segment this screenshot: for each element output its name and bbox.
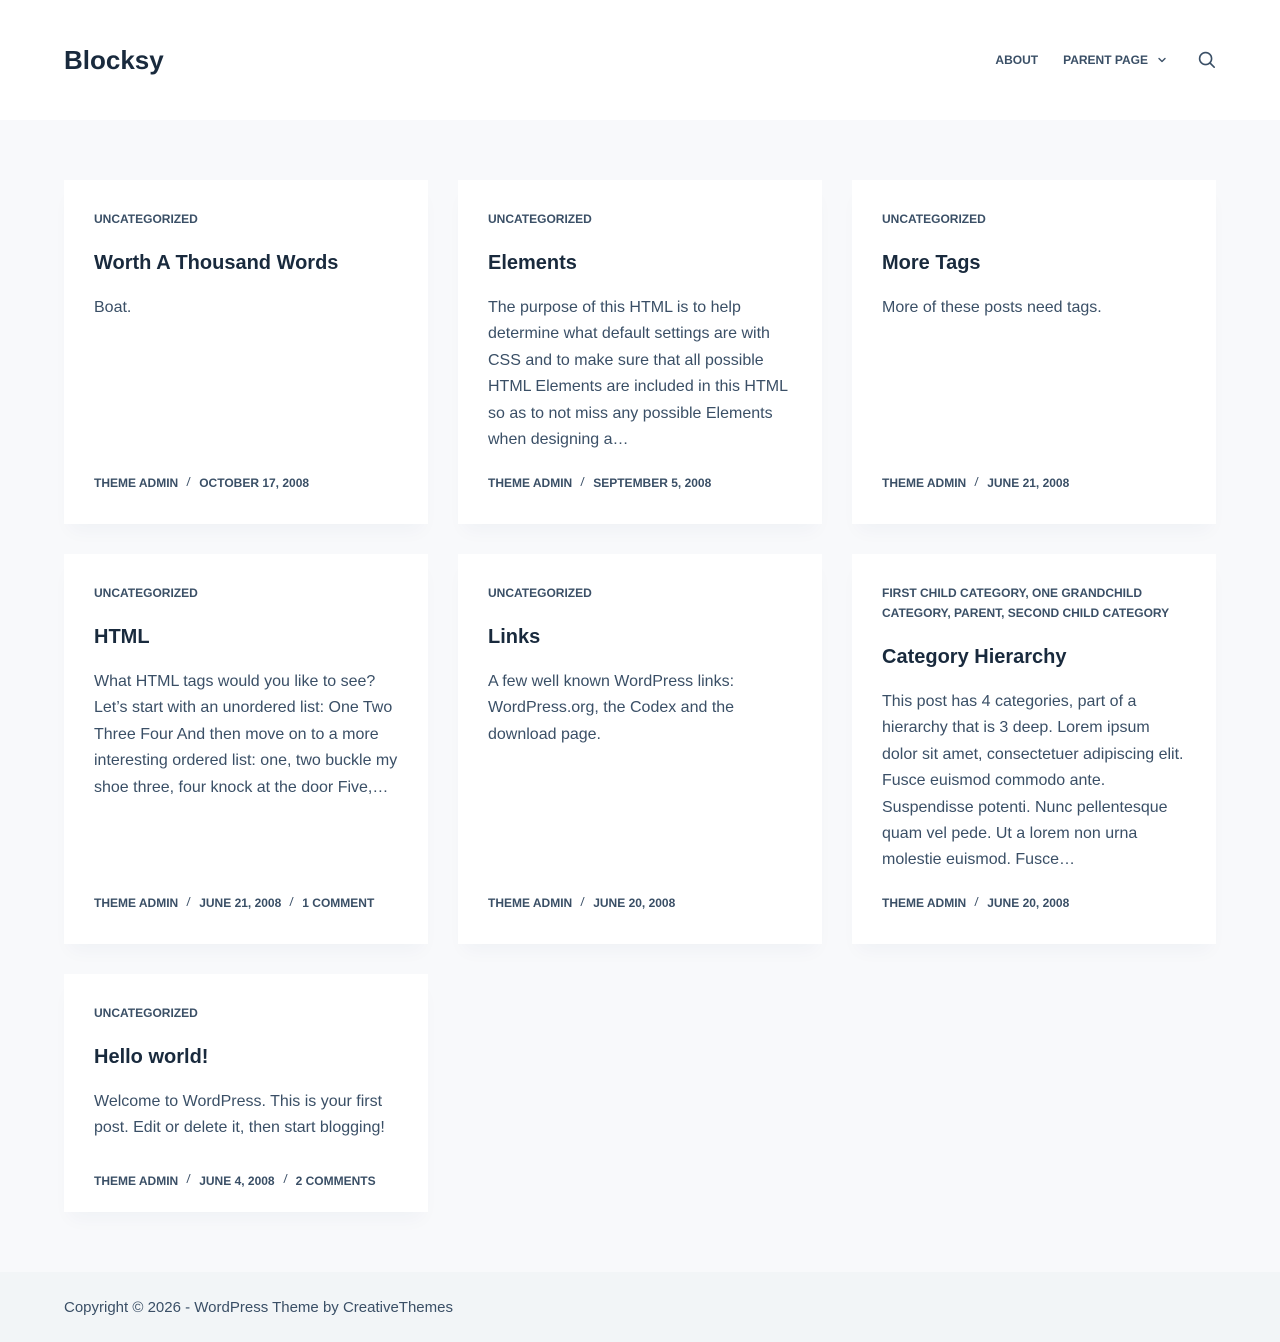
post-card xyxy=(458,554,822,944)
post-meta xyxy=(488,476,792,490)
post-card xyxy=(852,180,1216,524)
post-title[interactable]: HTML xyxy=(94,626,150,648)
post-date: SEPTEMBER 5, 2008 xyxy=(593,476,712,490)
footer-copyright: Copyright © 2026 - WordPress Theme by CreativeThemes xyxy=(64,1298,453,1316)
category-link[interactable]: UNCATEGORIZED xyxy=(94,586,198,600)
post-meta xyxy=(882,896,1186,910)
nav-item-label: ABOUT xyxy=(995,53,1039,67)
site-header xyxy=(0,0,1280,120)
category-link[interactable]: UNCATEGORIZED xyxy=(882,212,986,226)
post-card xyxy=(458,180,822,524)
post-meta xyxy=(94,1174,398,1188)
post-title[interactable]: Worth A Thousand Words xyxy=(94,252,339,274)
post-categories xyxy=(882,209,1186,229)
post-meta xyxy=(94,476,398,490)
post-author[interactable]: THEME ADMIN xyxy=(94,1173,179,1188)
post-comments-link[interactable]: 1 COMMENT xyxy=(302,896,375,910)
post-title[interactable]: Elements xyxy=(488,252,577,274)
post-date: OCTOBER 17, 2008 xyxy=(199,476,310,490)
search-icon[interactable] xyxy=(1198,51,1216,69)
post-author[interactable]: THEME ADMIN xyxy=(882,476,967,490)
post-title[interactable]: More Tags xyxy=(882,252,981,274)
post-categories xyxy=(94,583,398,603)
post-categories xyxy=(94,209,398,229)
post-excerpt: What HTML tags would you like to see? Let’s start with an unordered list: One Two Three Four And then move on to a more interesting ordered list: one, two buckle my shoe three, four knock at the door Five,… xyxy=(94,673,398,796)
post-excerpt: This post has 4 categories, part of a hierarchy that is 3 deep. Lorem ipsum dolor sit amet, consectetuer adipiscing elit. Fusce euismod commodo ante. Suspendisse potenti. Nunc pellentesque quam vel pede. Ut a lorem non urna molestie euismod. Fusce… xyxy=(882,693,1184,869)
post-categories xyxy=(94,1003,398,1023)
post-title[interactable]: Category Hierarchy xyxy=(882,646,1067,668)
meta-divider xyxy=(187,897,191,906)
nav-item-about[interactable] xyxy=(995,53,1038,67)
post-author[interactable]: THEME ADMIN xyxy=(94,476,179,490)
post-date: JUNE 21, 2008 xyxy=(987,476,1070,490)
meta-divider xyxy=(187,477,191,486)
post-date: JUNE 20, 2008 xyxy=(987,896,1070,910)
post-meta xyxy=(882,476,1186,490)
category-link[interactable]: UNCATEGORIZED xyxy=(94,1006,198,1020)
category-link[interactable]: FIRST CHILD CATEGORY, ONE GRANDCHILD CATEGORY, PARENT, SECOND CHILD CATEGORY xyxy=(882,586,1170,620)
category-link[interactable]: UNCATEGORIZED xyxy=(94,212,198,226)
site-footer xyxy=(0,1272,1280,1342)
post-card xyxy=(64,554,428,944)
category-link[interactable]: UNCATEGORIZED xyxy=(488,586,592,600)
posts-grid xyxy=(64,180,1216,1212)
post-meta xyxy=(488,896,792,910)
category-link[interactable]: UNCATEGORIZED xyxy=(488,212,592,226)
post-author[interactable]: THEME ADMIN xyxy=(488,896,573,910)
post-excerpt: More of these posts need tags. xyxy=(882,299,1102,316)
meta-divider xyxy=(975,897,979,906)
post-categories xyxy=(488,209,792,229)
nav-item-parent-page[interactable] xyxy=(1063,53,1167,67)
post-author[interactable]: THEME ADMIN xyxy=(94,896,179,910)
post-title[interactable]: Links xyxy=(488,626,541,648)
site-logo[interactable]: Blocksy xyxy=(64,44,164,75)
post-categories xyxy=(488,583,792,603)
meta-divider xyxy=(290,897,294,906)
meta-divider xyxy=(581,897,585,906)
chevron-down-icon[interactable] xyxy=(1157,55,1167,65)
post-excerpt: Welcome to WordPress. This is your first post. Edit or delete it, then start blogging! xyxy=(94,1093,385,1137)
post-author[interactable]: THEME ADMIN xyxy=(488,476,573,490)
post-categories xyxy=(882,583,1186,623)
post-excerpt: The purpose of this HTML is to help determine what default settings are with CSS and to make sure that all possible HTML Elements are included in this HTML so as to not miss any possible Elements when designing a… xyxy=(488,299,788,449)
meta-divider xyxy=(187,1174,191,1183)
post-card xyxy=(64,974,428,1212)
meta-divider xyxy=(975,477,979,486)
post-author[interactable]: THEME ADMIN xyxy=(882,896,967,910)
post-date: JUNE 4, 2008 xyxy=(199,1173,275,1188)
post-meta xyxy=(94,896,398,910)
post-comments-link[interactable]: 2 COMMENTS xyxy=(295,1173,376,1188)
meta-divider xyxy=(581,477,585,486)
post-card xyxy=(64,180,428,524)
post-date: JUNE 21, 2008 xyxy=(199,896,282,910)
main-nav xyxy=(970,51,1216,69)
post-date: JUNE 20, 2008 xyxy=(593,896,676,910)
nav-item-label: PARENT PAGE xyxy=(1063,53,1148,67)
meta-divider xyxy=(283,1174,287,1183)
post-excerpt: A few well known WordPress links: WordPress.org, the Codex and the download page. xyxy=(488,673,735,743)
posts-main xyxy=(0,120,1280,1272)
post-excerpt: Boat. xyxy=(94,299,132,316)
post-card xyxy=(852,554,1216,944)
post-title[interactable]: Hello world! xyxy=(94,1046,209,1068)
